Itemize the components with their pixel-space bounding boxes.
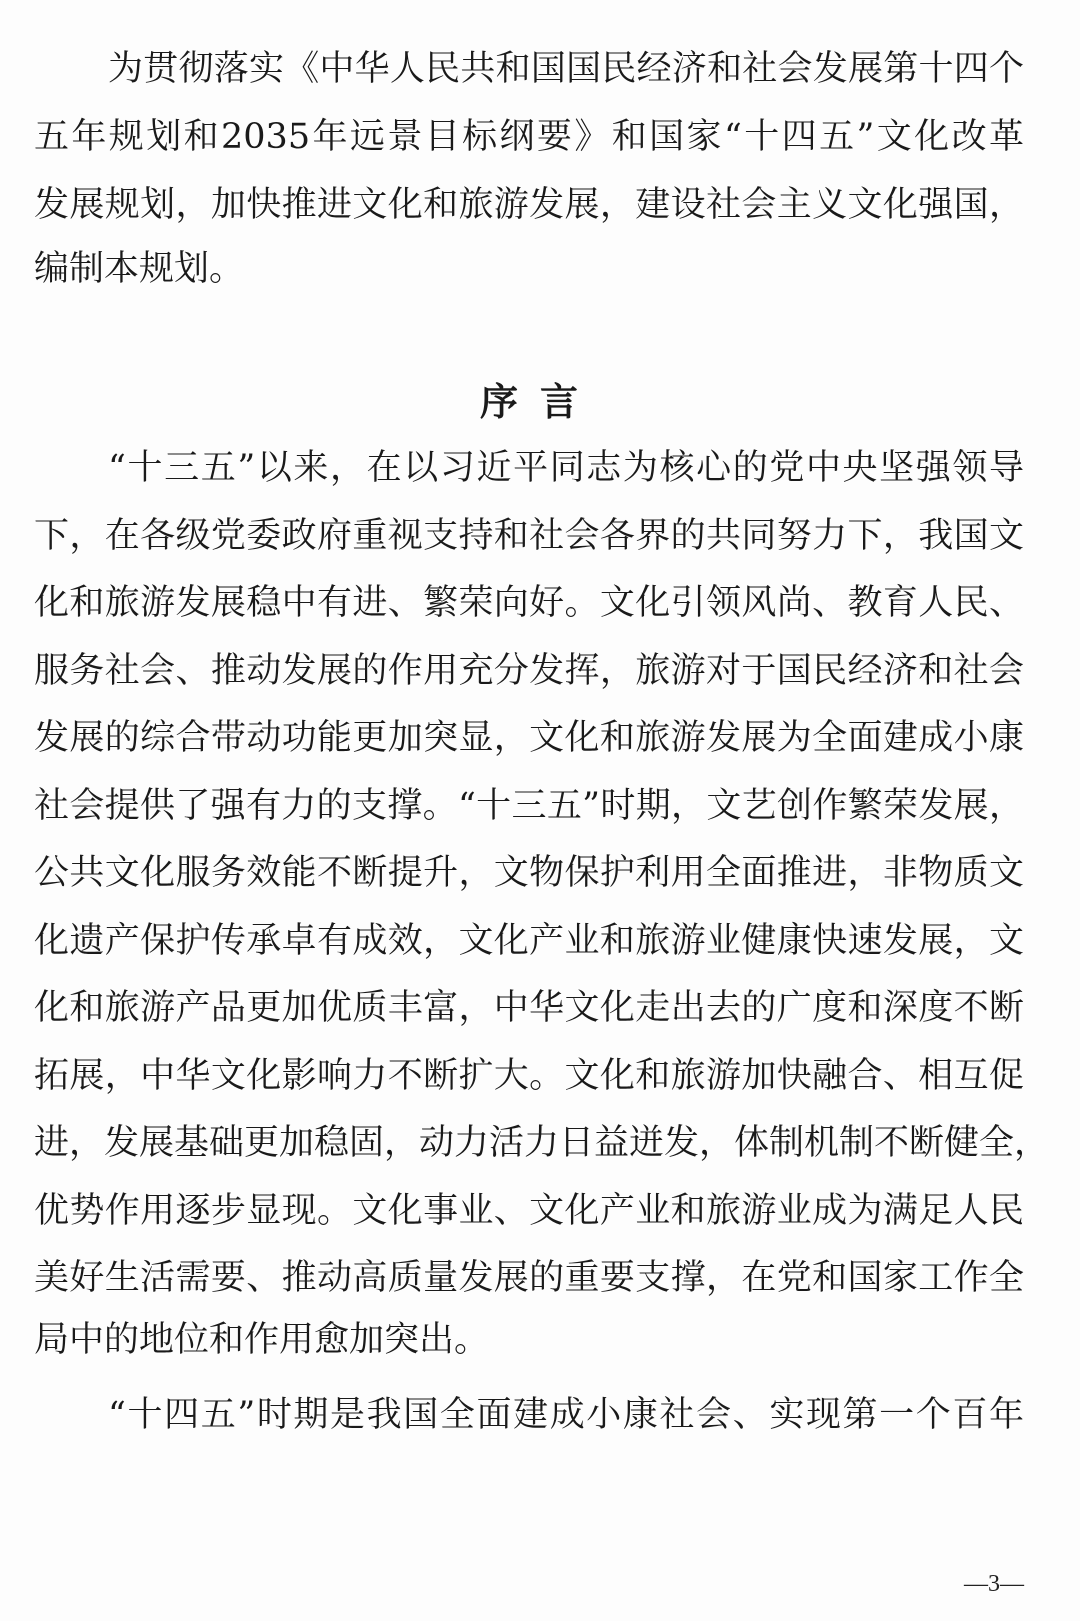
section-heading: 序言 — [479, 380, 600, 424]
p1-line-13: 美好生活需要、推动高质量发展的重要支撑，在党和国家工作全 — [34, 1258, 1024, 1298]
p2-line-1: “十四五”时期是我国全面建成小康社会、实现第一个百年 — [108, 1395, 1024, 1435]
p1-line-2: 下，在各级党委政府重视支持和社会各界的共同努力下，我国文 — [34, 516, 1024, 556]
p1-line-8: 化遗产保护传承卓有成效，文化产业和旅游业健康快速发展，文 — [34, 921, 1024, 961]
p1-line-5: 发展的综合带动功能更加突显，文化和旅游发展为全面建成小康 — [34, 718, 1024, 758]
p1-line-6: 社会提供了强有力的支撑。“十三五”时期，文艺创作繁荣发展， — [34, 786, 1024, 826]
page-number: —3— — [964, 1571, 1024, 1597]
p1-line-4: 服务社会、推动发展的作用充分发挥，旅游对于国民经济和社会 — [34, 651, 1024, 691]
intro-line-4: 编制本规划。 — [34, 249, 245, 289]
p1-line-1: “十三五”以来，在以习近平同志为核心的党中央坚强领导 — [108, 448, 1024, 488]
p1-line-12: 优势作用逐步显现。文化事业、文化产业和旅游业成为满足人民 — [34, 1191, 1024, 1231]
p1-line-7: 公共文化服务效能不断提升，文物保护利用全面推进，非物质文 — [34, 853, 1024, 893]
intro-line-2: 五年规划和2035年远景目标纲要》和国家“十四五”文化改革 — [34, 117, 1024, 157]
p1-line-10: 拓展，中华文化影响力不断扩大。文化和旅游加快融合、相互促 — [34, 1056, 1024, 1096]
p1-line-11: 进，发展基础更加稳固，动力活力日益迸发，体制机制不断健全， — [34, 1123, 1050, 1163]
intro-line-1: 为贯彻落实《中华人民共和国国民经济和社会发展第十四个 — [108, 49, 1024, 89]
p1-line-3: 化和旅游发展稳中有进、繁荣向好。文化引领风尚、教育人民、 — [34, 583, 1024, 623]
intro-line-3: 发展规划，加快推进文化和旅游发展，建设社会主义文化强国， — [34, 185, 1024, 225]
p1-line-14: 局中的地位和作用愈加突出。 — [34, 1320, 490, 1360]
p1-line-9: 化和旅游产品更加优质丰富，中华文化走出去的广度和深度不断 — [34, 988, 1024, 1028]
